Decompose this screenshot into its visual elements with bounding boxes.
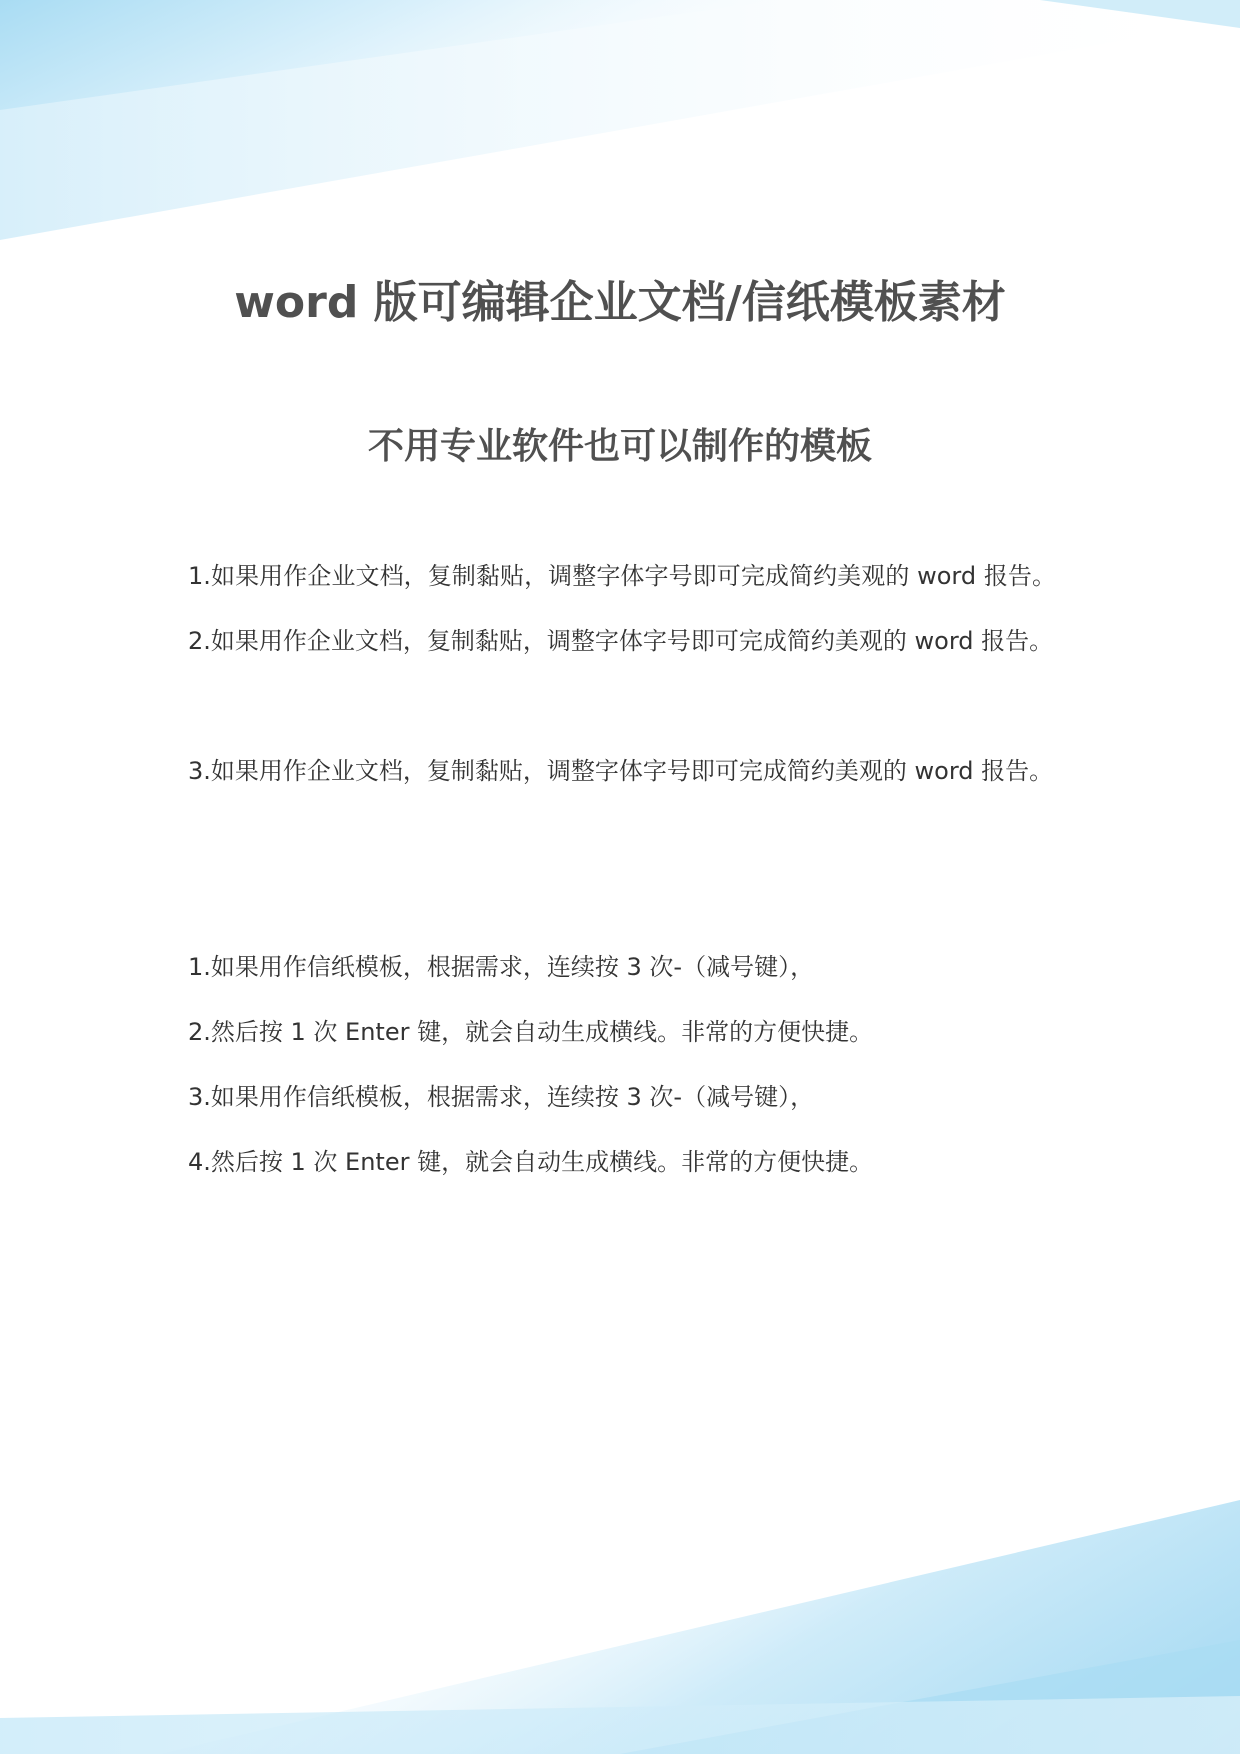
document-subtitle: 不用专业软件也可以制作的模板 bbox=[367, 426, 872, 467]
document-title: word 版可编辑企业文档/信纸模板素材 bbox=[234, 277, 1006, 328]
step-line-1: 1.如果用作信纸模板，根据需求，连续按 3 次-（减号键）， bbox=[188, 953, 815, 981]
paragraph-1: 1.如果用作企业文档，复制黏贴，调整字体字号即可完成简约美观的 word 报告。2.如果用作企业文档，复制黏贴，调整字体字号即可完成简约美观的 word 报告。 bbox=[188, 562, 1056, 655]
step-line-4: 4.然后按 1 次 Enter 键，就会自动生成横线。非常的方便快捷。 bbox=[188, 1148, 874, 1176]
step-line-2: 2.然后按 1 次 Enter 键，就会自动生成横线。非常的方便快捷。 bbox=[188, 1018, 874, 1046]
step-line-3: 3.如果用作信纸模板，根据需求，连续按 3 次-（减号键）， bbox=[188, 1083, 815, 1111]
paragraph-2: 3.如果用作企业文档，复制黏贴，调整字体字号即可完成简约美观的 word 报告。 bbox=[188, 757, 1054, 785]
